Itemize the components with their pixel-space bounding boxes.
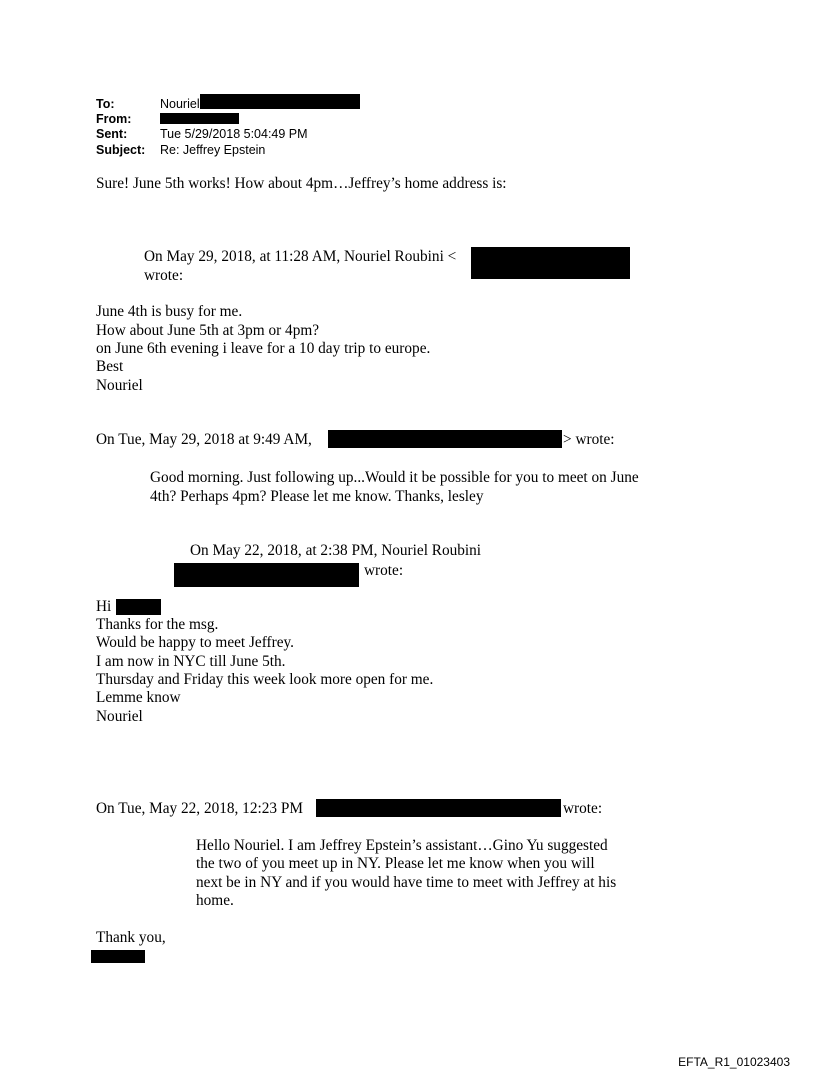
quote1-attribution: On May 29, 2018, at 11:28 AM, Nouriel Roubini < bbox=[144, 248, 457, 265]
closing-text: Thank you, bbox=[96, 929, 166, 946]
to-label: To: bbox=[96, 97, 115, 111]
reply-text: Sure! June 5th works! How about 4pm…Jeffrey’s home address is: bbox=[96, 175, 507, 192]
quote2-attribution: On Tue, May 29, 2018 at 9:49 AM, bbox=[96, 431, 312, 448]
msg2-line: 4th? Perhaps 4pm? Please let me know. Thanks, lesley bbox=[150, 488, 484, 505]
redaction-quote3-email bbox=[174, 563, 359, 587]
quote4-wrote: wrote: bbox=[563, 800, 603, 817]
sent-value: Tue 5/29/2018 5:04:49 PM bbox=[160, 127, 308, 141]
msg3-line: Nouriel bbox=[96, 708, 143, 725]
msg4-line: next be in NY and if you would have time to meet with Jeffrey at his bbox=[196, 874, 617, 891]
msg4-line: Hello Nouriel. I am Jeffrey Epstein’s assistant…Gino Yu suggested bbox=[196, 837, 608, 854]
msg3-line: Thanks for the msg. bbox=[96, 616, 219, 633]
subject-value: Re: Jeffrey Epstein bbox=[160, 143, 266, 157]
msg1-line: How about June 5th at 3pm or 4pm? bbox=[96, 322, 320, 339]
msg3-line: I am now in NYC till June 5th. bbox=[96, 653, 286, 670]
redaction-msg3-name bbox=[116, 599, 161, 615]
msg1-line: June 4th is busy for me. bbox=[96, 303, 243, 320]
redaction-quote2-email bbox=[328, 430, 562, 448]
msg3-line: Hi bbox=[96, 598, 112, 615]
from-label: From: bbox=[96, 112, 132, 126]
msg2-line: Good morning. Just following up...Would it be possible for you to meet on June bbox=[150, 469, 639, 486]
sent-label: Sent: bbox=[96, 127, 128, 141]
to-value: Nouriel bbox=[160, 97, 200, 111]
subject-label: Subject: bbox=[96, 143, 146, 157]
redaction-signature bbox=[91, 950, 145, 963]
msg1-line: on June 6th evening i leave for a 10 day trip to europe. bbox=[96, 340, 431, 357]
redaction-to bbox=[200, 94, 360, 109]
msg4-line: home. bbox=[196, 892, 234, 909]
quote4-attribution: On Tue, May 22, 2018, 12:23 PM bbox=[96, 800, 303, 817]
quote1-wrote: wrote: bbox=[144, 267, 184, 284]
redaction-from bbox=[160, 113, 239, 124]
msg3-line: Lemme know bbox=[96, 689, 181, 706]
document-id: EFTA_R1_01023403 bbox=[678, 1055, 790, 1069]
msg3-line: Would be happy to meet Jeffrey. bbox=[96, 634, 294, 651]
quote3-attribution: On May 22, 2018, at 2:38 PM, Nouriel Roubini bbox=[190, 542, 482, 559]
redaction-quote1-email bbox=[471, 247, 630, 279]
msg1-line: Nouriel bbox=[96, 377, 143, 394]
msg3-line: Thursday and Friday this week look more open for me. bbox=[96, 671, 434, 688]
quote2-wrote: > wrote: bbox=[563, 431, 615, 448]
quote3-wrote: wrote: bbox=[364, 562, 404, 579]
msg1-line: Best bbox=[96, 358, 124, 375]
redaction-quote4-email bbox=[316, 799, 561, 817]
msg4-line: the two of you meet up in NY. Please let me know when you will bbox=[196, 855, 595, 872]
